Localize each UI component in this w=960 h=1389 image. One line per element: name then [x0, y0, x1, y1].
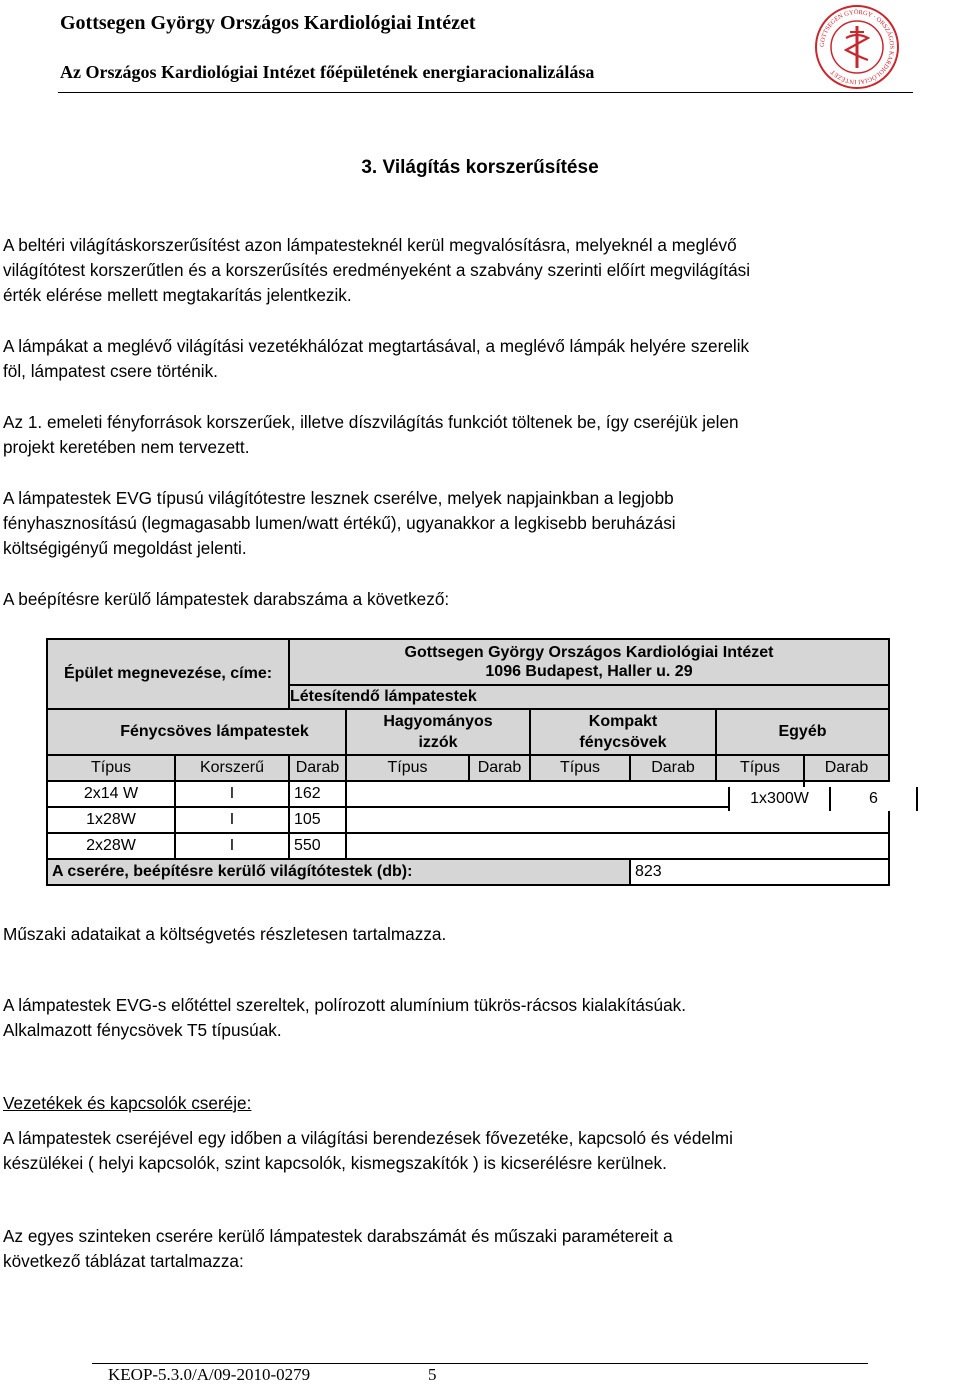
paragraph-line: A lámpákat a meglévő világítási vezetékhálózat megtartásával, a meglévő lámpák helyére szerelik: [3, 336, 750, 356]
paragraph-line: A lámpatestek EVG típusú világítótestre lesznek cserélve, melyek napjainkban a legjobb: [3, 488, 674, 508]
group-traditional-label: Hagyományos: [383, 713, 493, 730]
total-value: 823: [630, 859, 889, 885]
group-traditional-cell: [346, 709, 530, 755]
footer-rule: [92, 1363, 868, 1364]
page-number: 5: [428, 1365, 437, 1384]
building-name: Gottsegen György Országos Kardiológiai Intézet: [404, 644, 774, 661]
paragraph-line: A lámpatestek cseréjével egy időben a világítási berendezések fővezetéke, kapcsoló és védelmi: [3, 1128, 733, 1148]
paragraph-3: [3, 410, 958, 460]
cell-count: 105: [289, 807, 346, 833]
section-title: 3. Világítás korszerűsítése: [361, 157, 599, 178]
table-row: [47, 833, 889, 859]
cell-type: 2x14 W: [47, 781, 175, 807]
new-fixtures-cell: [289, 685, 889, 709]
cell-count: 550: [289, 833, 346, 859]
paragraph-line: Az 1. emeleti fényforrások korszerűek, illetve díszvilágítás funkciót töltenek be, így cseréjük jelen: [3, 412, 739, 432]
cell-modern: I: [175, 807, 289, 833]
paragraph-line: A beltéri világításkorszerűsítést azon lámpatesteknél kerül megvalósításra, melyeknél a meglévő: [3, 235, 737, 255]
col-header: Típus: [530, 755, 630, 781]
col-header: Típus: [346, 755, 469, 781]
cell-modern: I: [175, 833, 289, 859]
col-header: Darab: [469, 755, 530, 781]
paragraph-line: Az egyes szinteken cserére kerülő lámpatestek darabszámát és műszaki paramétereit a: [3, 1226, 673, 1246]
cell-other-type: 1x300W: [730, 787, 831, 811]
logo-ring-text: GOTTSEGEN GYÖRGY · ORSZÁGOS KARDIOLÓGIAI INTÉZET: [818, 8, 896, 86]
paragraph-6: Műszaki adataikat a költségvetés részletesen tartalmazza.: [3, 924, 447, 944]
paragraph-line: fényhasznosítású (legmagasabb lumen/watt értékű), ugyanakkor a legkisebb beruházási: [3, 513, 676, 533]
group-compact-cell: [530, 709, 716, 755]
new-fixtures-label: Létesítendő lámpatestek: [290, 688, 477, 705]
col-header: Darab: [804, 755, 889, 781]
header-institution: Gottsegen György Országos Kardiológiai Intézet: [60, 12, 476, 34]
header-project-title: Az Országos Kardiológiai Intézet főépületének energiaracionalizálása: [60, 62, 595, 82]
institute-logo: [814, 4, 900, 90]
group-compact-label: fénycsövek: [579, 734, 667, 751]
paragraph-line: világítótest korszerűtlen és a korszerűsítés eredményeként a szabvány szerinti előírt megvilágítási: [3, 260, 751, 280]
cell-other-count: 6: [869, 790, 878, 807]
paragraph-1: [3, 233, 958, 308]
building-name-cell: [289, 639, 889, 685]
col-header: Darab: [289, 755, 346, 781]
paragraph-9: [3, 1224, 958, 1274]
paragraph-8: [3, 1126, 958, 1176]
col-header: Típus: [47, 755, 175, 781]
group-traditional-label: izzók: [418, 734, 458, 751]
paragraph-line: A lámpatestek EVG-s előtéttel szereltek, polírozott alumínium tükrös-rácsos kialakításúak.: [3, 995, 687, 1015]
subsection-heading-wiring: Vezetékek és kapcsolók cseréje:: [3, 1093, 252, 1113]
paragraph-line: föl, lámpatest csere történik.: [3, 361, 218, 381]
other-values-row-1: [728, 787, 918, 811]
cell-type: 1x28W: [47, 807, 175, 833]
group-other-cell: [716, 709, 889, 755]
paragraph-line: projekt keretében nem tervezett.: [3, 437, 250, 457]
cell-type: 2x28W: [47, 833, 175, 859]
cell-modern: I: [175, 781, 289, 807]
building-label-cell: [47, 639, 289, 709]
building-address: 1096 Budapest, Haller u. 29: [485, 663, 693, 680]
paragraph-line: költségigényű megoldást jelenti.: [3, 538, 247, 558]
group-compact-label: Kompakt: [588, 713, 658, 730]
paragraph-4: [3, 486, 958, 561]
building-label: Épület megnevezése, címe:: [63, 665, 273, 682]
cell-count: 162: [289, 781, 346, 807]
col-header: Korszerű: [175, 755, 289, 781]
total-label: A cserére, beépítésre kerülő világítótestek (db):: [52, 863, 413, 880]
footer-project-code: KEOP-5.3.0/A/09-2010-0279: [108, 1365, 311, 1384]
col-header: Darab: [630, 755, 716, 781]
group-fluorescent-label: Fénycsöves lámpatestek: [120, 723, 309, 740]
header-rule: [58, 92, 913, 93]
group-other-label: Egyéb: [778, 723, 827, 740]
paragraph-2: [3, 334, 958, 384]
fixture-count-table: [46, 638, 890, 886]
paragraph-5: A beépítésre kerülő lámpatestek darabszáma a következő:: [3, 589, 450, 609]
paragraph-7: [3, 993, 958, 1043]
col-header: Típus: [716, 755, 804, 781]
paragraph-line: érték elérése mellett megtakarítás jelentkezik.: [3, 285, 352, 305]
group-fluorescent-cell: [47, 709, 346, 755]
total-label-cell: [47, 859, 630, 885]
paragraph-line: következő táblázat tartalmazza:: [3, 1251, 244, 1271]
paragraph-line: készülékei ( helyi kapcsolók, szint kapcsolók, kismegszakítók ) is kicserélésre kerülnek.: [3, 1153, 667, 1173]
cell-empty: [346, 833, 889, 859]
paragraph-line: Alkalmazott fénycsövek T5 típusúak.: [3, 1020, 282, 1040]
